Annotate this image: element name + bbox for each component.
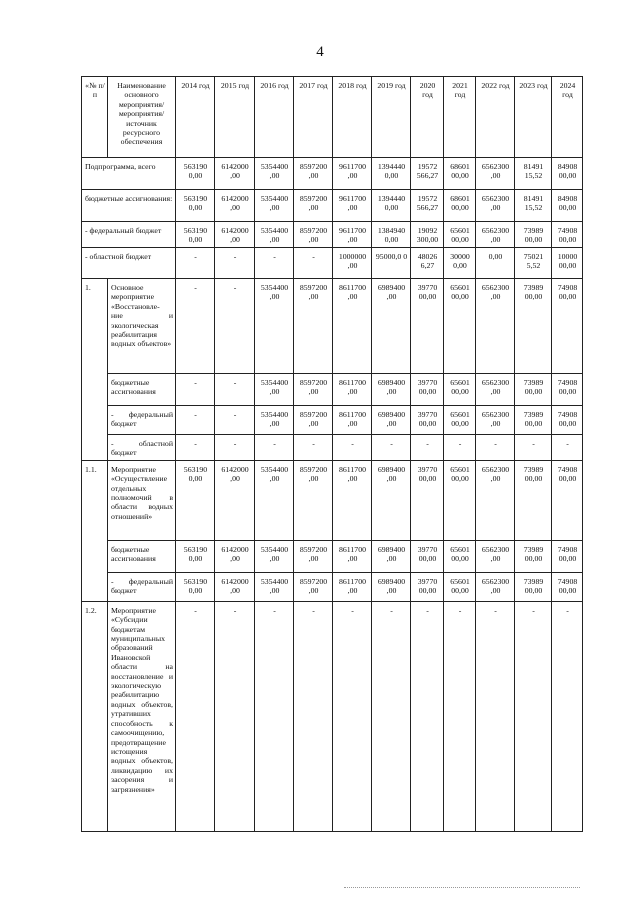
cell-value: - (176, 406, 215, 435)
cell-value: 9611700 ,00 (333, 222, 372, 248)
table-row (82, 248, 583, 279)
cell-value: 6142000 ,00 (215, 460, 255, 540)
cell-value: - (176, 279, 215, 374)
cell-value: 30000 0,00 (444, 248, 476, 279)
header-year: 2021 год (444, 77, 476, 158)
row-label: Подпрограмма, всего (82, 158, 176, 190)
cell-value: - (215, 248, 255, 279)
cell-value: 6989400 ,00 (372, 406, 411, 435)
cell-value: 5354400 ,00 (255, 406, 294, 435)
cell-value: 8611700 ,00 (333, 406, 372, 435)
cell-value: 6562300 ,00 (476, 190, 515, 222)
cell-value: 65601 00,00 (444, 460, 476, 540)
cell-value: 563190 0,00 (176, 572, 215, 601)
cell-value: 563190 0,00 (176, 540, 215, 572)
cell-value: 6142000 ,00 (215, 222, 255, 248)
header-num: «№ п/п (82, 77, 108, 158)
cell-value: 6562300 ,00 (476, 222, 515, 248)
cell-value: 6142000 ,00 (215, 540, 255, 572)
cell-value: 9611700 ,00 (333, 158, 372, 190)
cell-value: - (215, 435, 255, 461)
cell-value: - (215, 601, 255, 831)
cell-value: 6562300 ,00 (476, 279, 515, 374)
cell-value: - (372, 601, 411, 831)
cell-value: 75021 5,52 (515, 248, 552, 279)
cell-value: 5354400 ,00 (255, 190, 294, 222)
cell-value: 74908 00,00 (552, 406, 583, 435)
cell-value: 5354400 ,00 (255, 540, 294, 572)
cell-value: 1000000 ,00 (333, 248, 372, 279)
cell-value: 73989 00,00 (515, 222, 552, 248)
cell-value: 6562300 ,00 (476, 460, 515, 540)
cell-value: 5354400 ,00 (255, 374, 294, 406)
header-name: Наименование основного мероприятия/ мероприятия/ источник ресурсного обеспечения (108, 77, 176, 158)
cell-value: 74908 00,00 (552, 460, 583, 540)
cell-value: 19572 566,27 (411, 158, 444, 190)
header-year: 2017 год (294, 77, 333, 158)
cell-value: - (476, 435, 515, 461)
cell-value: 563190 0,00 (176, 460, 215, 540)
cell-value: 6142000 ,00 (215, 190, 255, 222)
cell-value: 6562300 ,00 (476, 406, 515, 435)
cell-value: 563190 0,00 (176, 190, 215, 222)
page-number: 4 (316, 44, 324, 60)
table-row (82, 374, 583, 406)
cell-value: 65601 00,00 (444, 572, 476, 601)
cell-value: 73989 00,00 (515, 406, 552, 435)
cell-value: - (255, 601, 294, 831)
cell-value: 1384940 0,00 (372, 222, 411, 248)
cell-value: - (333, 601, 372, 831)
cell-value: 74908 00,00 (552, 540, 583, 572)
table-row (82, 222, 583, 248)
cell-value: 563190 0,00 (176, 222, 215, 248)
table-row (82, 158, 583, 190)
cell-value: - (333, 435, 372, 461)
header-year: 2024 год (552, 77, 583, 158)
cell-value: 6989400 ,00 (372, 374, 411, 406)
table-row (82, 279, 583, 374)
cell-value: 8611700 ,00 (333, 460, 372, 540)
cell-value: 8611700 ,00 (333, 540, 372, 572)
cell-value: - (215, 279, 255, 374)
cell-value: 6562300 ,00 (476, 572, 515, 601)
row-label: Мероприятие «Субсидии бюджетам муниципальных образований Ивановской области на восстановление и экологическую реабилитацию водных объектов, утративших способность к самоочищению, предотвращение истощения водных объектов, ликвидацию их засорения и загрязнения» (108, 601, 176, 831)
cell-value: 84908 00,00 (552, 158, 583, 190)
cell-value: 39770 00,00 (411, 460, 444, 540)
cell-value: 1394440 0,00 (372, 158, 411, 190)
header-year: 2022 год (476, 77, 515, 158)
cell-value: 68601 00,00 (444, 158, 476, 190)
cell-value: 81491 15,52 (515, 158, 552, 190)
header-year: 2023 год (515, 77, 552, 158)
cell-value: 39770 00,00 (411, 572, 444, 601)
cell-value: - (255, 248, 294, 279)
cell-value: 8597200 ,00 (294, 540, 333, 572)
cell-value: - (476, 601, 515, 831)
header-year: 2015 год (215, 77, 255, 158)
cell-value: 73989 00,00 (515, 374, 552, 406)
cell-value: 19092 300,00 (411, 222, 444, 248)
cell-value: 8597200 ,00 (294, 190, 333, 222)
budget-table (81, 76, 583, 832)
cell-value: 39770 00,00 (411, 374, 444, 406)
cell-value: 73989 00,00 (515, 572, 552, 601)
header-year: 2018 год (333, 77, 372, 158)
cell-value: - (294, 435, 333, 461)
table-row (82, 572, 583, 601)
cell-value: - (294, 248, 333, 279)
cell-value: 8597200 ,00 (294, 158, 333, 190)
cell-value: - (411, 435, 444, 461)
cell-value: 563190 0,00 (176, 158, 215, 190)
cell-value: 73989 00,00 (515, 460, 552, 540)
cell-value: 8597200 ,00 (294, 222, 333, 248)
header-year: 2016 год (255, 77, 294, 158)
cell-value: 6989400 ,00 (372, 279, 411, 374)
cell-value: 0,00 (476, 248, 515, 279)
cell-value: 65601 00,00 (444, 540, 476, 572)
cell-value: 65601 00,00 (444, 222, 476, 248)
cell-value: 6142000 ,00 (215, 572, 255, 601)
cell-value: 74908 00,00 (552, 572, 583, 601)
cell-value: - (255, 435, 294, 461)
cell-value: - (176, 248, 215, 279)
cell-value: - (444, 601, 476, 831)
cell-value: 84908 00,00 (552, 190, 583, 222)
footer-divider (344, 887, 580, 888)
table-row (82, 435, 583, 461)
cell-value: 9611700 ,00 (333, 190, 372, 222)
cell-value: - (176, 601, 215, 831)
row-label: бюджетные ассигнования: (82, 190, 176, 222)
cell-value: 74908 00,00 (552, 374, 583, 406)
cell-value: 5354400 ,00 (255, 460, 294, 540)
cell-value: 81491 15,52 (515, 190, 552, 222)
cell-value: - (515, 435, 552, 461)
cell-value: - (552, 601, 583, 831)
cell-value: - (176, 374, 215, 406)
row-number: 1.1. (82, 460, 108, 601)
cell-value: 74908 00,00 (552, 222, 583, 248)
table-row (82, 540, 583, 572)
cell-value: 6562300 ,00 (476, 374, 515, 406)
cell-value: 6562300 ,00 (476, 540, 515, 572)
cell-value: 6562300 ,00 (476, 158, 515, 190)
row-label: - федеральный бюджет (108, 406, 176, 435)
cell-value: 6989400 ,00 (372, 460, 411, 540)
row-label: бюджетные ассигнования (108, 540, 176, 572)
cell-value: 5354400 ,00 (255, 279, 294, 374)
header-year: 2020 год (411, 77, 444, 158)
cell-value: 65601 00,00 (444, 406, 476, 435)
cell-value: - (444, 435, 476, 461)
cell-value: 8597200 ,00 (294, 460, 333, 540)
cell-value: 39770 00,00 (411, 406, 444, 435)
table-row (82, 460, 583, 540)
row-label: - областной бюджет (108, 435, 176, 461)
cell-value: - (176, 435, 215, 461)
cell-value: 74908 00,00 (552, 279, 583, 374)
table-row (82, 406, 583, 435)
cell-value: 73989 00,00 (515, 279, 552, 374)
row-label: - федеральный бюджет (108, 572, 176, 601)
row-label: Мероприятие «Осуществление отдельных полномочий в области водных отношений» (108, 460, 176, 540)
row-label: - областной бюджет (82, 248, 176, 279)
cell-value: - (215, 406, 255, 435)
cell-value: - (411, 601, 444, 831)
table-row (82, 601, 583, 831)
cell-value: 73989 00,00 (515, 540, 552, 572)
cell-value: 19572 566,27 (411, 190, 444, 222)
cell-value: - (515, 601, 552, 831)
table-row (82, 190, 583, 222)
cell-value: 8611700 ,00 (333, 572, 372, 601)
cell-value: 48026 6,27 (411, 248, 444, 279)
cell-value: - (215, 374, 255, 406)
cell-value: 8611700 ,00 (333, 374, 372, 406)
row-label: бюджетные ассигнования (108, 374, 176, 406)
cell-value: 6142000 ,00 (215, 158, 255, 190)
header-row (82, 77, 583, 158)
cell-value: 68601 00,00 (444, 190, 476, 222)
cell-value: 6989400 ,00 (372, 572, 411, 601)
cell-value: - (294, 601, 333, 831)
header-year: 2014 год (176, 77, 215, 158)
cell-value: 8611700 ,00 (333, 279, 372, 374)
cell-value: 8597200 ,00 (294, 406, 333, 435)
cell-value: 5354400 ,00 (255, 222, 294, 248)
cell-value: 5354400 ,00 (255, 158, 294, 190)
cell-value: 65601 00,00 (444, 279, 476, 374)
cell-value: 65601 00,00 (444, 374, 476, 406)
cell-value: 10000 00,00 (552, 248, 583, 279)
cell-value: 95000,0 0 (372, 248, 411, 279)
row-number: 1.2. (82, 601, 108, 831)
cell-value: 39770 00,00 (411, 279, 444, 374)
row-label: - федеральный бюджет (82, 222, 176, 248)
cell-value: 6989400 ,00 (372, 540, 411, 572)
cell-value: 1394440 0,00 (372, 190, 411, 222)
cell-value: 8597200 ,00 (294, 374, 333, 406)
header-year: 2019 год (372, 77, 411, 158)
cell-value: 39770 00,00 (411, 540, 444, 572)
cell-value: 8597200 ,00 (294, 572, 333, 601)
row-number: 1. (82, 279, 108, 461)
cell-value: - (372, 435, 411, 461)
cell-value: 5354400 ,00 (255, 572, 294, 601)
row-label: Основное мероприятие «Восстановле- ние и экологическая реабилитация водных объектов» (108, 279, 176, 374)
cell-value: - (552, 435, 583, 461)
cell-value: 8597200 ,00 (294, 279, 333, 374)
